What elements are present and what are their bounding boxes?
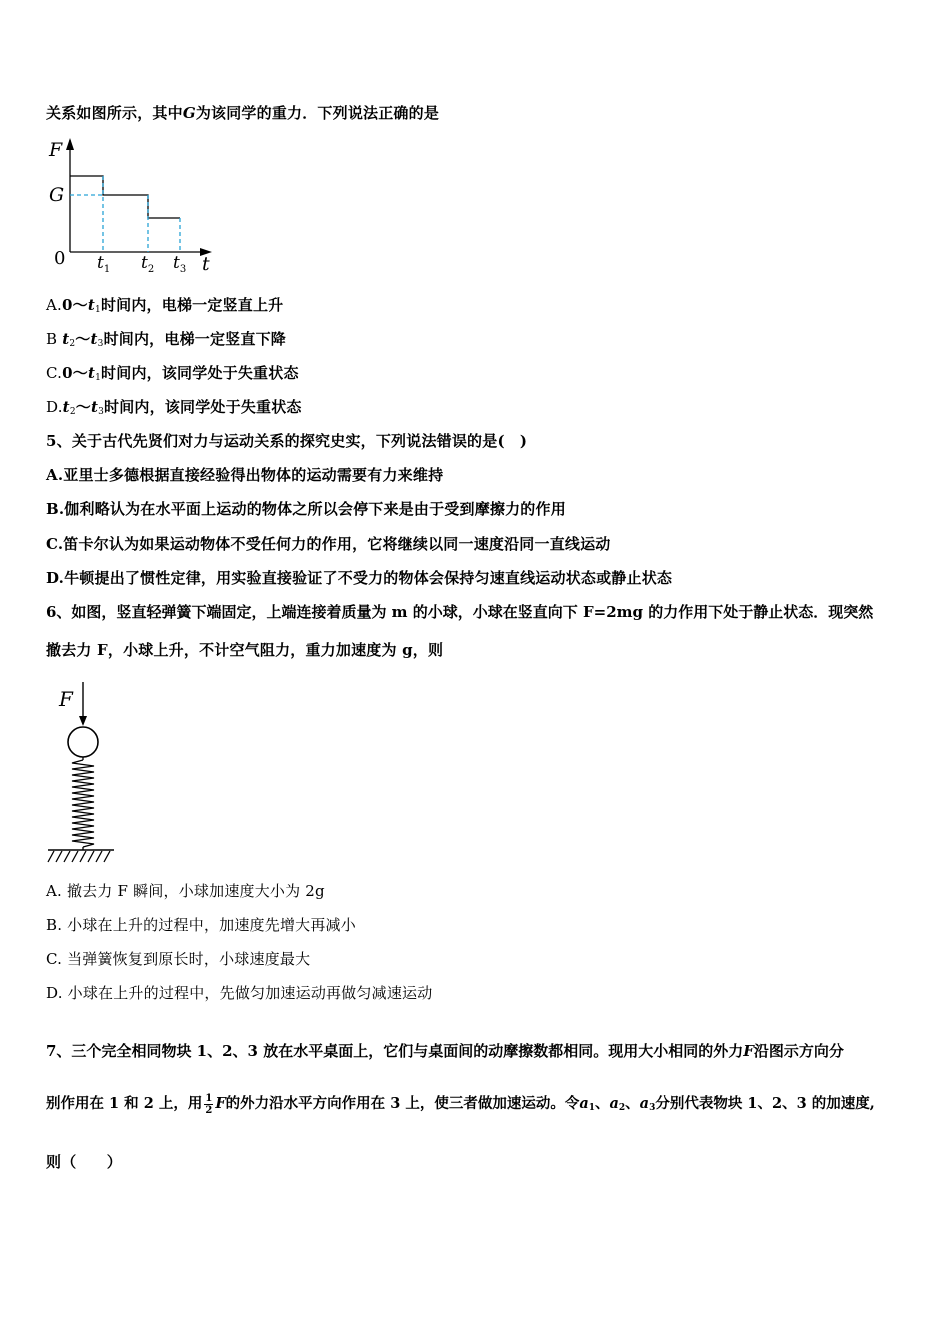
ball: [68, 727, 98, 757]
g-label: G: [49, 184, 65, 206]
force-label: F: [59, 687, 73, 711]
x-axis-label: t: [202, 253, 210, 275]
spring-coil: [72, 760, 94, 847]
q7-stem-line3: 则（ ）: [46, 1153, 123, 1171]
q4-option-c[interactable]: $C.0\sim t_1$时间内，该同学处于失重状态: [46, 364, 299, 383]
q6-option-c[interactable]: C. 当弹簧恢复到原长时，小球速度最大: [46, 950, 311, 968]
spring-ball-figure: [44, 682, 124, 866]
q7-stem-line2: 别作用在 1 和 2 上，用 $\frac{1}{2}$ F的外力沿水平方向作用在 3 上，使三者做加速运动。令$a_1$、$a_2$、$a_3$分别代表物块 1、2、3 的加速度,: [46, 1092, 875, 1116]
q5-option-a[interactable]: A.亚里士多德根据直接经验得出物体的运动需要有力来维持: [46, 466, 444, 484]
q6-option-a[interactable]: A. 撤去力 F 瞬间，小球加速度大小为 2g: [46, 882, 325, 900]
q4-option-a[interactable]: $A.0\sim t_1$时间内，电梯一定竖直上升: [46, 296, 284, 315]
q4-intro: 关系如图所示，其中G为该同学的重力．下列说法正确的是: [46, 104, 440, 122]
q5-option-c[interactable]: C.笛卡尔认为如果运动物体不受任何力的作用，它将继续以同一速度沿同一直线运动: [46, 535, 611, 553]
force-time-graph: [44, 136, 224, 278]
q4-option-d[interactable]: $D.t_2\sim t_3$时间内，该同学处于失重状态: [46, 398, 302, 417]
q7-stem-line1: 7、三个完全相同物块 1、2、3 放在水平桌面上，它们与桌面间的动摩擦数都相同。现用大小相同的外力F沿图示方向分: [46, 1042, 844, 1060]
q6-stem-line2: 撤去力 F，小球上升，不计空气阻力，重力加速度为 g，则: [46, 641, 444, 659]
q6-option-d[interactable]: D. 小球在上升的过程中，先做匀加速运动再做匀减速运动: [46, 984, 433, 1002]
q4-intro-var: G: [182, 104, 196, 122]
t2-label: $t_2$: [141, 253, 155, 275]
q5-stem: 5、关于古代先贤们对力与运动关系的探究史实，下列说法错误的是( ): [46, 432, 528, 450]
t1-label: $t_1$: [97, 253, 111, 275]
force-arrow-head: [79, 716, 87, 726]
q4-option-b[interactable]: B $t_2\sim t_3$时间内，电梯一定竖直下降: [46, 330, 286, 349]
force-step-line: [70, 176, 180, 218]
one-half-fraction: $\frac{1}{2}$: [205, 1092, 213, 1116]
origin-label: 0: [54, 248, 66, 269]
q6-option-b[interactable]: B. 小球在上升的过程中，加速度先增大再减小: [46, 916, 356, 934]
q5-option-b[interactable]: B.伽利略认为在水平面上运动的物体之所以会停下来是由于受到摩擦力的作用: [46, 500, 566, 518]
q5-option-d[interactable]: D.牛顿提出了惯性定律，用实验直接验证了不受力的物体会保持匀速直线运动状态或静止状态: [46, 569, 673, 587]
y-axis-arrow: [66, 138, 74, 150]
t3-label: $t_3$: [173, 253, 187, 275]
y-axis-label: F: [49, 139, 63, 161]
ground-hatch: [48, 851, 110, 862]
q6-stem-line1: 6、如图，竖直轻弹簧下端固定，上端连接着质量为 m 的小球，小球在竖直向下 F=2mg 的力作用下处于静止状态．现突然: [46, 603, 874, 621]
